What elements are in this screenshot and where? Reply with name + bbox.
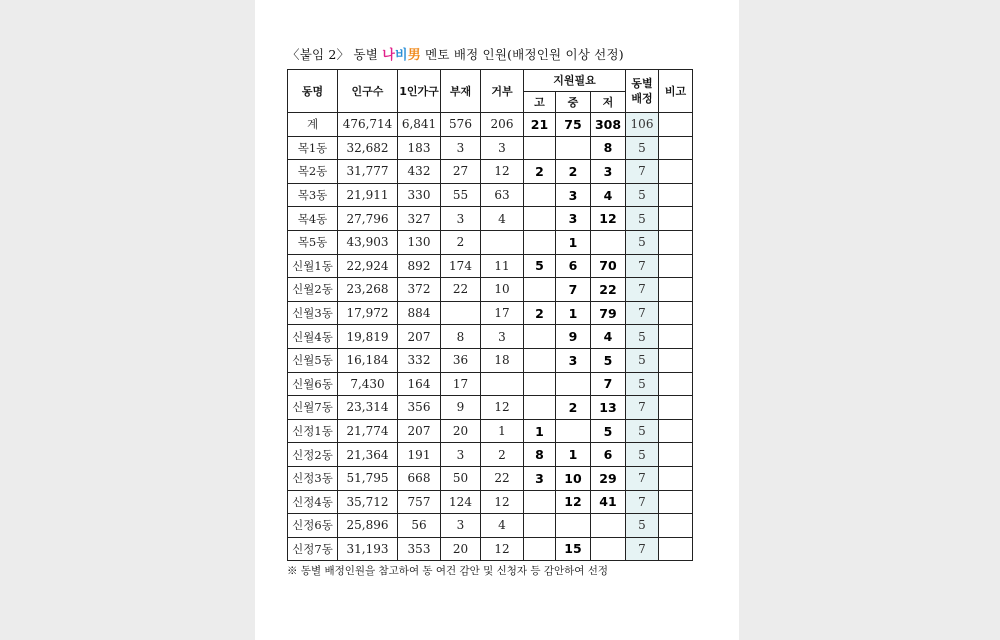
header-assigned: 동별 배정 <box>626 70 659 113</box>
logo-char: 男 <box>407 48 421 63</box>
cell-absent: 3 <box>441 443 481 467</box>
cell-remarks <box>659 113 693 137</box>
cell-remarks <box>659 254 693 278</box>
cell-support-low: 12 <box>591 207 626 231</box>
cell-support-low <box>591 514 626 538</box>
title-suffix: 멘토 배정 인원(배정인원 이상 선정) <box>420 47 624 62</box>
table-row <box>288 348 693 372</box>
cell-support-mid: 6 <box>556 254 591 278</box>
cell-absent: 3 <box>441 207 481 231</box>
cell-absent: 22 <box>441 278 481 302</box>
cell-population: 31,777 <box>338 160 398 184</box>
cell-support-high <box>524 278 556 302</box>
cell-support-low: 7 <box>591 372 626 396</box>
cell-refused: 2 <box>481 443 524 467</box>
cell-support-mid: 7 <box>556 278 591 302</box>
cell-refused: 12 <box>481 160 524 184</box>
cell-support-high <box>524 372 556 396</box>
cell-remarks <box>659 160 693 184</box>
cell-support-low: 6 <box>591 443 626 467</box>
cell-absent: 3 <box>441 136 481 160</box>
cell-refused: 4 <box>481 207 524 231</box>
cell-absent: 27 <box>441 160 481 184</box>
cell-support-mid: 3 <box>556 348 591 372</box>
cell-assigned: 5 <box>626 419 659 443</box>
allocation-table <box>287 69 693 561</box>
header-dong: 동명 <box>288 70 338 113</box>
cell-dong: 신월4동 <box>288 325 338 349</box>
cell-dong: 목1동 <box>288 136 338 160</box>
cell-population: 22,924 <box>338 254 398 278</box>
cell-refused: 4 <box>481 514 524 538</box>
cell-refused: 18 <box>481 348 524 372</box>
cell-support-high <box>524 183 556 207</box>
cell-single-household: 353 <box>398 537 441 561</box>
table-row <box>288 537 693 561</box>
cell-support-low: 5 <box>591 419 626 443</box>
nabinam-logo <box>382 48 421 63</box>
cell-absent <box>441 301 481 325</box>
header-population: 인구수 <box>338 70 398 113</box>
cell-remarks <box>659 396 693 420</box>
cell-remarks <box>659 207 693 231</box>
cell-single-household: 332 <box>398 348 441 372</box>
cell-dong: 신월1동 <box>288 254 338 278</box>
cell-absent: 20 <box>441 419 481 443</box>
cell-remarks <box>659 278 693 302</box>
cell-refused: 3 <box>481 136 524 160</box>
cell-absent: 17 <box>441 372 481 396</box>
cell-dong: 신월2동 <box>288 278 338 302</box>
title-prefix: 〈붙임 2〉 동별 <box>287 47 383 62</box>
header-support-low: 저 <box>591 91 626 113</box>
cell-support-mid <box>556 419 591 443</box>
cell-remarks <box>659 230 693 254</box>
table-row <box>288 514 693 538</box>
cell-refused: 12 <box>481 490 524 514</box>
cell-support-high <box>524 136 556 160</box>
cell-assigned: 5 <box>626 514 659 538</box>
cell-support-mid: 10 <box>556 466 591 490</box>
cell-absent: 8 <box>441 325 481 349</box>
cell-single-household: 356 <box>398 396 441 420</box>
cell-support-high <box>524 348 556 372</box>
cell-remarks <box>659 443 693 467</box>
cell-support-high <box>524 396 556 420</box>
cell-support-mid: 1 <box>556 443 591 467</box>
cell-dong: 신월6동 <box>288 372 338 396</box>
cell-dong: 신월7동 <box>288 396 338 420</box>
cell-support-mid: 2 <box>556 396 591 420</box>
cell-refused: 3 <box>481 325 524 349</box>
header-support-high: 고 <box>524 91 556 113</box>
cell-population: 21,774 <box>338 419 398 443</box>
footnote: ※ 동별 배정인원을 참고하여 동 여건 감안 및 신청자 등 감안하여 선정 <box>287 565 609 577</box>
cell-remarks <box>659 419 693 443</box>
cell-assigned: 7 <box>626 396 659 420</box>
table-row <box>288 230 693 254</box>
cell-support-high: 2 <box>524 301 556 325</box>
cell-population: 476,714 <box>338 113 398 137</box>
cell-dong: 신정1동 <box>288 419 338 443</box>
table-row <box>288 443 693 467</box>
cell-population: 51,795 <box>338 466 398 490</box>
cell-single-household: 183 <box>398 136 441 160</box>
cell-population: 35,712 <box>338 490 398 514</box>
cell-dong: 신정6동 <box>288 514 338 538</box>
cell-absent: 36 <box>441 348 481 372</box>
cell-refused: 12 <box>481 537 524 561</box>
cell-single-household: 327 <box>398 207 441 231</box>
cell-remarks <box>659 183 693 207</box>
cell-single-household: 892 <box>398 254 441 278</box>
cell-population: 7,430 <box>338 372 398 396</box>
cell-support-mid: 1 <box>556 301 591 325</box>
total-row <box>288 113 693 137</box>
cell-dong: 신정2동 <box>288 443 338 467</box>
cell-dong: 신정4동 <box>288 490 338 514</box>
cell-assigned: 5 <box>626 207 659 231</box>
cell-assigned: 5 <box>626 230 659 254</box>
cell-remarks <box>659 466 693 490</box>
cell-refused: 1 <box>481 419 524 443</box>
cell-support-high: 8 <box>524 443 556 467</box>
document-title <box>287 44 624 63</box>
table-row <box>288 160 693 184</box>
cell-remarks <box>659 372 693 396</box>
cell-support-mid: 1 <box>556 230 591 254</box>
cell-absent: 55 <box>441 183 481 207</box>
cell-remarks <box>659 514 693 538</box>
table-row <box>288 419 693 443</box>
cell-support-low: 5 <box>591 348 626 372</box>
cell-assigned: 5 <box>626 325 659 349</box>
table-row <box>288 466 693 490</box>
cell-support-mid: 3 <box>556 183 591 207</box>
cell-support-low: 3 <box>591 160 626 184</box>
cell-remarks <box>659 325 693 349</box>
cell-population: 23,268 <box>338 278 398 302</box>
cell-absent: 3 <box>441 514 481 538</box>
cell-dong: 목5동 <box>288 230 338 254</box>
cell-single-household: 432 <box>398 160 441 184</box>
cell-population: 19,819 <box>338 325 398 349</box>
cell-support-high: 21 <box>524 113 556 137</box>
cell-assigned: 7 <box>626 490 659 514</box>
cell-refused <box>481 230 524 254</box>
cell-refused: 10 <box>481 278 524 302</box>
cell-population: 21,364 <box>338 443 398 467</box>
cell-assigned: 5 <box>626 443 659 467</box>
cell-refused: 17 <box>481 301 524 325</box>
table-row <box>288 396 693 420</box>
cell-assigned: 5 <box>626 136 659 160</box>
cell-dong: 신정7동 <box>288 537 338 561</box>
cell-absent: 20 <box>441 537 481 561</box>
cell-assigned: 5 <box>626 372 659 396</box>
table-body <box>288 113 693 561</box>
cell-remarks <box>659 348 693 372</box>
cell-assigned: 7 <box>626 160 659 184</box>
cell-refused <box>481 372 524 396</box>
cell-support-low <box>591 537 626 561</box>
cell-support-high <box>524 325 556 349</box>
cell-remarks <box>659 136 693 160</box>
cell-support-high: 5 <box>524 254 556 278</box>
header-refused: 거부 <box>481 70 524 113</box>
cell-support-mid: 9 <box>556 325 591 349</box>
header-single-household: 1인가구 <box>398 70 441 113</box>
cell-population: 25,896 <box>338 514 398 538</box>
cell-single-household: 207 <box>398 419 441 443</box>
cell-single-household: 6,841 <box>398 113 441 137</box>
cell-single-household: 372 <box>398 278 441 302</box>
cell-refused: 11 <box>481 254 524 278</box>
cell-population: 31,193 <box>338 537 398 561</box>
cell-remarks <box>659 537 693 561</box>
cell-dong: 목3동 <box>288 183 338 207</box>
cell-support-low: 41 <box>591 490 626 514</box>
cell-single-household: 668 <box>398 466 441 490</box>
cell-assigned: 7 <box>626 466 659 490</box>
cell-assigned: 106 <box>626 113 659 137</box>
cell-assigned: 7 <box>626 537 659 561</box>
cell-remarks <box>659 490 693 514</box>
cell-support-high: 1 <box>524 419 556 443</box>
cell-assigned: 7 <box>626 254 659 278</box>
cell-refused: 63 <box>481 183 524 207</box>
cell-assigned: 7 <box>626 301 659 325</box>
cell-support-high: 3 <box>524 466 556 490</box>
header-support-needed: 지원필요 <box>524 70 626 92</box>
cell-support-high: 2 <box>524 160 556 184</box>
logo-char: 나 <box>382 48 395 63</box>
header-remarks: 비고 <box>659 70 693 113</box>
cell-single-household: 191 <box>398 443 441 467</box>
cell-population: 23,314 <box>338 396 398 420</box>
cell-support-low: 29 <box>591 466 626 490</box>
cell-refused: 22 <box>481 466 524 490</box>
table-row <box>288 325 693 349</box>
cell-support-mid: 75 <box>556 113 591 137</box>
cell-support-low: 22 <box>591 278 626 302</box>
cell-support-mid: 2 <box>556 160 591 184</box>
cell-support-low: 13 <box>591 396 626 420</box>
cell-support-low: 79 <box>591 301 626 325</box>
table-row <box>288 207 693 231</box>
cell-support-mid: 12 <box>556 490 591 514</box>
cell-assigned: 7 <box>626 278 659 302</box>
cell-population: 17,972 <box>338 301 398 325</box>
cell-remarks <box>659 301 693 325</box>
table-row <box>288 183 693 207</box>
cell-dong: 신월5동 <box>288 348 338 372</box>
cell-support-high <box>524 537 556 561</box>
cell-absent: 576 <box>441 113 481 137</box>
cell-single-household: 884 <box>398 301 441 325</box>
cell-single-household: 164 <box>398 372 441 396</box>
cell-population: 16,184 <box>338 348 398 372</box>
cell-single-household: 56 <box>398 514 441 538</box>
cell-support-low: 8 <box>591 136 626 160</box>
cell-absent: 124 <box>441 490 481 514</box>
cell-dong: 신정3동 <box>288 466 338 490</box>
header-support-mid: 중 <box>556 91 591 113</box>
cell-dong: 신월3동 <box>288 301 338 325</box>
cell-support-mid: 3 <box>556 207 591 231</box>
cell-support-high <box>524 230 556 254</box>
cell-support-low: 4 <box>591 183 626 207</box>
cell-dong: 목4동 <box>288 207 338 231</box>
cell-support-low: 4 <box>591 325 626 349</box>
logo-char: 비 <box>394 48 408 63</box>
cell-single-household: 130 <box>398 230 441 254</box>
header-absent: 부재 <box>441 70 481 113</box>
table-row <box>288 372 693 396</box>
cell-refused: 206 <box>481 113 524 137</box>
cell-population: 21,911 <box>338 183 398 207</box>
cell-single-household: 330 <box>398 183 441 207</box>
cell-support-low: 70 <box>591 254 626 278</box>
table-row <box>288 278 693 302</box>
table-row <box>288 301 693 325</box>
table-row <box>288 254 693 278</box>
cell-absent: 2 <box>441 230 481 254</box>
cell-dong: 목2동 <box>288 160 338 184</box>
cell-population: 32,682 <box>338 136 398 160</box>
cell-single-household: 207 <box>398 325 441 349</box>
cell-support-low: 308 <box>591 113 626 137</box>
cell-support-low <box>591 230 626 254</box>
cell-refused: 12 <box>481 396 524 420</box>
cell-single-household: 757 <box>398 490 441 514</box>
cell-population: 27,796 <box>338 207 398 231</box>
cell-dong: 계 <box>288 113 338 137</box>
cell-support-mid <box>556 372 591 396</box>
cell-absent: 174 <box>441 254 481 278</box>
cell-support-high <box>524 207 556 231</box>
cell-assigned: 5 <box>626 183 659 207</box>
cell-support-high <box>524 490 556 514</box>
cell-absent: 50 <box>441 466 481 490</box>
table-row <box>288 490 693 514</box>
cell-support-mid: 15 <box>556 537 591 561</box>
cell-population: 43,903 <box>338 230 398 254</box>
table-row <box>288 136 693 160</box>
cell-support-high <box>524 514 556 538</box>
cell-absent: 9 <box>441 396 481 420</box>
cell-support-mid <box>556 136 591 160</box>
cell-assigned: 5 <box>626 348 659 372</box>
cell-support-mid <box>556 514 591 538</box>
